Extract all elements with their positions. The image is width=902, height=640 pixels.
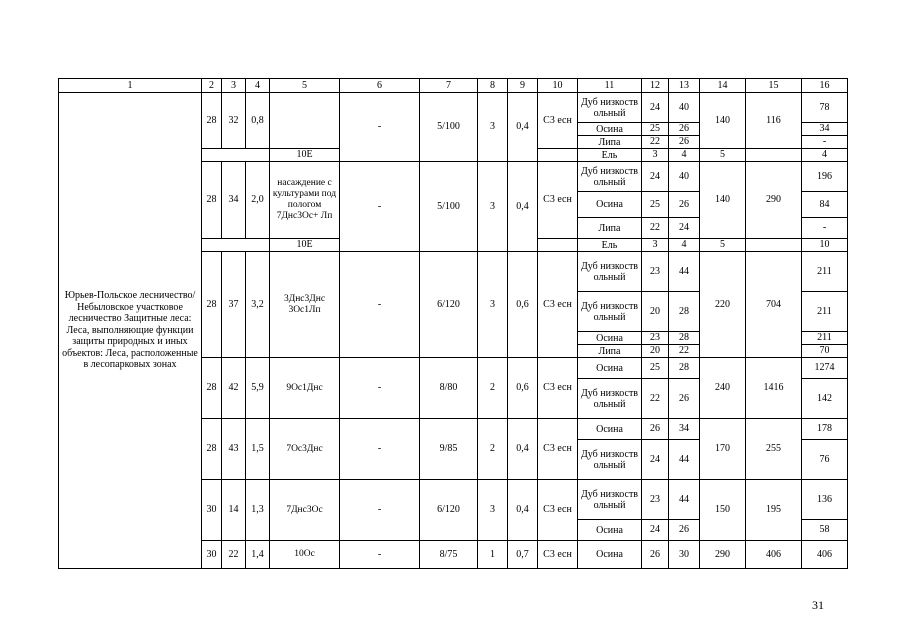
cell-species: Осина: [578, 358, 642, 379]
cell-quarter: 28: [202, 93, 222, 149]
cell-sub-composition: 10Е: [270, 149, 340, 162]
cell-blank: [746, 239, 802, 252]
cell-species: Осина: [578, 419, 642, 440]
cell-composition: насаждение с культурами под пологом 7Днс3Ос+ Лп: [270, 162, 340, 239]
table-row: [59, 93, 848, 123]
column-header: 6: [340, 79, 420, 93]
cell-age-class: 6/120: [420, 480, 478, 541]
column-header: 3: [222, 79, 246, 93]
cell-blank: [538, 149, 578, 162]
column-header: 7: [420, 79, 478, 93]
cell-age-class: 8/80: [420, 358, 478, 419]
cell-height: 23: [642, 332, 669, 345]
cell-species: Осина: [578, 541, 642, 569]
cell-diameter: 28: [669, 358, 700, 379]
cell-stock-per-ha: 140: [700, 162, 746, 239]
cell-bonitet: 2: [478, 419, 508, 480]
cell-forest-type: С3 есн: [538, 541, 578, 569]
cell-species: Осина: [578, 192, 642, 218]
cell-stock-per-ha: 140: [700, 93, 746, 149]
cell-stock-per-ha: 5: [700, 149, 746, 162]
column-header: 10: [538, 79, 578, 93]
cell-bonitet: 2: [478, 358, 508, 419]
cell-height: 25: [642, 358, 669, 379]
page-number: 31: [812, 598, 824, 612]
cell-species-stock: 70: [802, 345, 848, 358]
cell-stock-total: 1416: [746, 358, 802, 419]
cell-species: Ель: [578, 149, 642, 162]
cell-species-stock: 136: [802, 480, 848, 520]
cell-species-stock: 196: [802, 162, 848, 192]
cell-species-stock: 34: [802, 123, 848, 136]
cell-col6: -: [340, 480, 420, 541]
cell-diameter: 26: [669, 136, 700, 149]
cell-age-class: 6/120: [420, 252, 478, 358]
cell-blank: [746, 149, 802, 162]
cell-section: 32: [222, 93, 246, 149]
cell-blank: [538, 239, 578, 252]
cell-quarter: 28: [202, 252, 222, 358]
cell-section: 37: [222, 252, 246, 358]
cell-diameter: 40: [669, 162, 700, 192]
cell-diameter: 22: [669, 345, 700, 358]
cell-height: 23: [642, 252, 669, 292]
cell-height: 3: [642, 149, 669, 162]
cell-age-class: 5/100: [420, 162, 478, 252]
cell-species-stock: 178: [802, 419, 848, 440]
cell-height: 22: [642, 218, 669, 239]
cell-diameter: 44: [669, 252, 700, 292]
cell-height: 24: [642, 162, 669, 192]
cell-diameter: 24: [669, 218, 700, 239]
cell-stock-total: 290: [746, 162, 802, 239]
cell-density: 0,6: [508, 252, 538, 358]
location-cell: Юрьев-Польское лесничество/ Небыловское участковое лесничество Защитные леса: Леса, выполняющие функции защиты природных и иных объектов: Леса, расположенные в лесопарковых зонах: [59, 93, 202, 569]
cell-stock-per-ha: 150: [700, 480, 746, 541]
cell-species-stock: -: [802, 136, 848, 149]
column-header: 16: [802, 79, 848, 93]
cell-density: 0,4: [508, 419, 538, 480]
cell-quarter: 28: [202, 162, 222, 239]
cell-stock-total: 255: [746, 419, 802, 480]
cell-bonitet: 3: [478, 252, 508, 358]
cell-forest-type: С3 есн: [538, 252, 578, 358]
cell-col6: -: [340, 162, 420, 252]
cell-area: 1,4: [246, 541, 270, 569]
cell-forest-type: С3 есн: [538, 419, 578, 480]
cell-density: 0,4: [508, 93, 538, 162]
cell-forest-type: С3 есн: [538, 358, 578, 419]
cell-species-stock: 1274: [802, 358, 848, 379]
cell-species: Липа: [578, 218, 642, 239]
cell-species-stock: 76: [802, 440, 848, 480]
cell-diameter: 28: [669, 292, 700, 332]
cell-species: Осина: [578, 123, 642, 136]
cell-density: 0,6: [508, 358, 538, 419]
cell-col6: -: [340, 541, 420, 569]
cell-species: Дуб низкоств ольный: [578, 292, 642, 332]
cell-species-stock: 10: [802, 239, 848, 252]
cell-col6: -: [340, 93, 420, 162]
cell-diameter: 40: [669, 93, 700, 123]
cell-species-stock: -: [802, 218, 848, 239]
cell-stock-total: 406: [746, 541, 802, 569]
cell-area: 2,0: [246, 162, 270, 239]
cell-stock-per-ha: 170: [700, 419, 746, 480]
cell-area: 1,3: [246, 480, 270, 541]
cell-height: 22: [642, 136, 669, 149]
cell-bonitet: 3: [478, 480, 508, 541]
cell-height: 26: [642, 419, 669, 440]
cell-height: 25: [642, 192, 669, 218]
cell-height: 22: [642, 379, 669, 419]
cell-species: Липа: [578, 345, 642, 358]
column-header: 15: [746, 79, 802, 93]
cell-composition: 9Ос1Днс: [270, 358, 340, 419]
cell-species-stock: 211: [802, 252, 848, 292]
column-header: 5: [270, 79, 340, 93]
cell-species-stock: 84: [802, 192, 848, 218]
cell-species: Дуб низкоств ольный: [578, 379, 642, 419]
cell-age-class: 8/75: [420, 541, 478, 569]
cell-composition: 7Ос3Днс: [270, 419, 340, 480]
cell-age-class: 5/100: [420, 93, 478, 162]
cell-height: 20: [642, 345, 669, 358]
cell-stock-per-ha: 290: [700, 541, 746, 569]
cell-blank: [202, 149, 270, 162]
cell-height: 3: [642, 239, 669, 252]
cell-quarter: 30: [202, 541, 222, 569]
column-header: 11: [578, 79, 642, 93]
cell-stock-per-ha: 5: [700, 239, 746, 252]
cell-stock-total: 116: [746, 93, 802, 149]
cell-diameter: 4: [669, 239, 700, 252]
cell-forest-type: С3 есн: [538, 93, 578, 149]
cell-diameter: 26: [669, 520, 700, 541]
cell-species: Ель: [578, 239, 642, 252]
cell-col6: -: [340, 252, 420, 358]
cell-species: Дуб низкоств ольный: [578, 162, 642, 192]
cell-forest-type: С3 есн: [538, 162, 578, 239]
column-number-row: [59, 79, 848, 93]
cell-stock-total: 704: [746, 252, 802, 358]
cell-stock-per-ha: 220: [700, 252, 746, 358]
cell-species: Дуб низкоств ольный: [578, 252, 642, 292]
cell-bonitet: 3: [478, 93, 508, 162]
cell-density: 0,7: [508, 541, 538, 569]
cell-species-stock: 406: [802, 541, 848, 569]
cell-col6: -: [340, 419, 420, 480]
cell-area: 0,8: [246, 93, 270, 149]
cell-section: 43: [222, 419, 246, 480]
cell-species-stock: 58: [802, 520, 848, 541]
cell-species-stock: 142: [802, 379, 848, 419]
column-header: 9: [508, 79, 538, 93]
column-header: 12: [642, 79, 669, 93]
cell-height: 26: [642, 541, 669, 569]
cell-section: 22: [222, 541, 246, 569]
cell-diameter: 44: [669, 440, 700, 480]
cell-species: Осина: [578, 520, 642, 541]
column-header: 1: [59, 79, 202, 93]
cell-stock-total: 195: [746, 480, 802, 541]
cell-height: 24: [642, 93, 669, 123]
cell-species: Осина: [578, 332, 642, 345]
cell-diameter: 30: [669, 541, 700, 569]
cell-species: Дуб низкоств ольный: [578, 480, 642, 520]
cell-quarter: 30: [202, 480, 222, 541]
cell-col6: -: [340, 358, 420, 419]
cell-diameter: 34: [669, 419, 700, 440]
cell-sub-composition: 10Е: [270, 239, 340, 252]
cell-section: 42: [222, 358, 246, 419]
column-header: 2: [202, 79, 222, 93]
cell-diameter: 28: [669, 332, 700, 345]
cell-composition: [270, 93, 340, 149]
cell-composition: 3Днс3Днс 3Ос1Лп: [270, 252, 340, 358]
cell-diameter: 26: [669, 379, 700, 419]
cell-diameter: 26: [669, 192, 700, 218]
cell-forest-type: С3 есн: [538, 480, 578, 541]
cell-height: 23: [642, 480, 669, 520]
cell-section: 14: [222, 480, 246, 541]
column-header: 4: [246, 79, 270, 93]
cell-diameter: 4: [669, 149, 700, 162]
cell-bonitet: 3: [478, 162, 508, 252]
cell-species: Липа: [578, 136, 642, 149]
cell-composition: 10Ос: [270, 541, 340, 569]
column-header: 8: [478, 79, 508, 93]
cell-height: 24: [642, 440, 669, 480]
cell-density: 0,4: [508, 162, 538, 252]
cell-height: 24: [642, 520, 669, 541]
cell-height: 20: [642, 292, 669, 332]
cell-diameter: 44: [669, 480, 700, 520]
cell-density: 0,4: [508, 480, 538, 541]
cell-age-class: 9/85: [420, 419, 478, 480]
cell-species-stock: 211: [802, 292, 848, 332]
cell-area: 3,2: [246, 252, 270, 358]
cell-height: 25: [642, 123, 669, 136]
cell-quarter: 28: [202, 358, 222, 419]
cell-species-stock: 4: [802, 149, 848, 162]
cell-species-stock: 78: [802, 93, 848, 123]
cell-species: Дуб низкоств ольный: [578, 440, 642, 480]
cell-composition: 7Днс3Ос: [270, 480, 340, 541]
cell-area: 1,5: [246, 419, 270, 480]
cell-section: 34: [222, 162, 246, 239]
cell-diameter: 26: [669, 123, 700, 136]
cell-species-stock: 211: [802, 332, 848, 345]
column-header: 14: [700, 79, 746, 93]
cell-species: Дуб низкоств ольный: [578, 93, 642, 123]
column-header: 13: [669, 79, 700, 93]
cell-quarter: 28: [202, 419, 222, 480]
cell-stock-per-ha: 240: [700, 358, 746, 419]
cell-bonitet: 1: [478, 541, 508, 569]
forest-inventory-table: [58, 78, 848, 569]
cell-blank: [202, 239, 270, 252]
cell-area: 5,9: [246, 358, 270, 419]
